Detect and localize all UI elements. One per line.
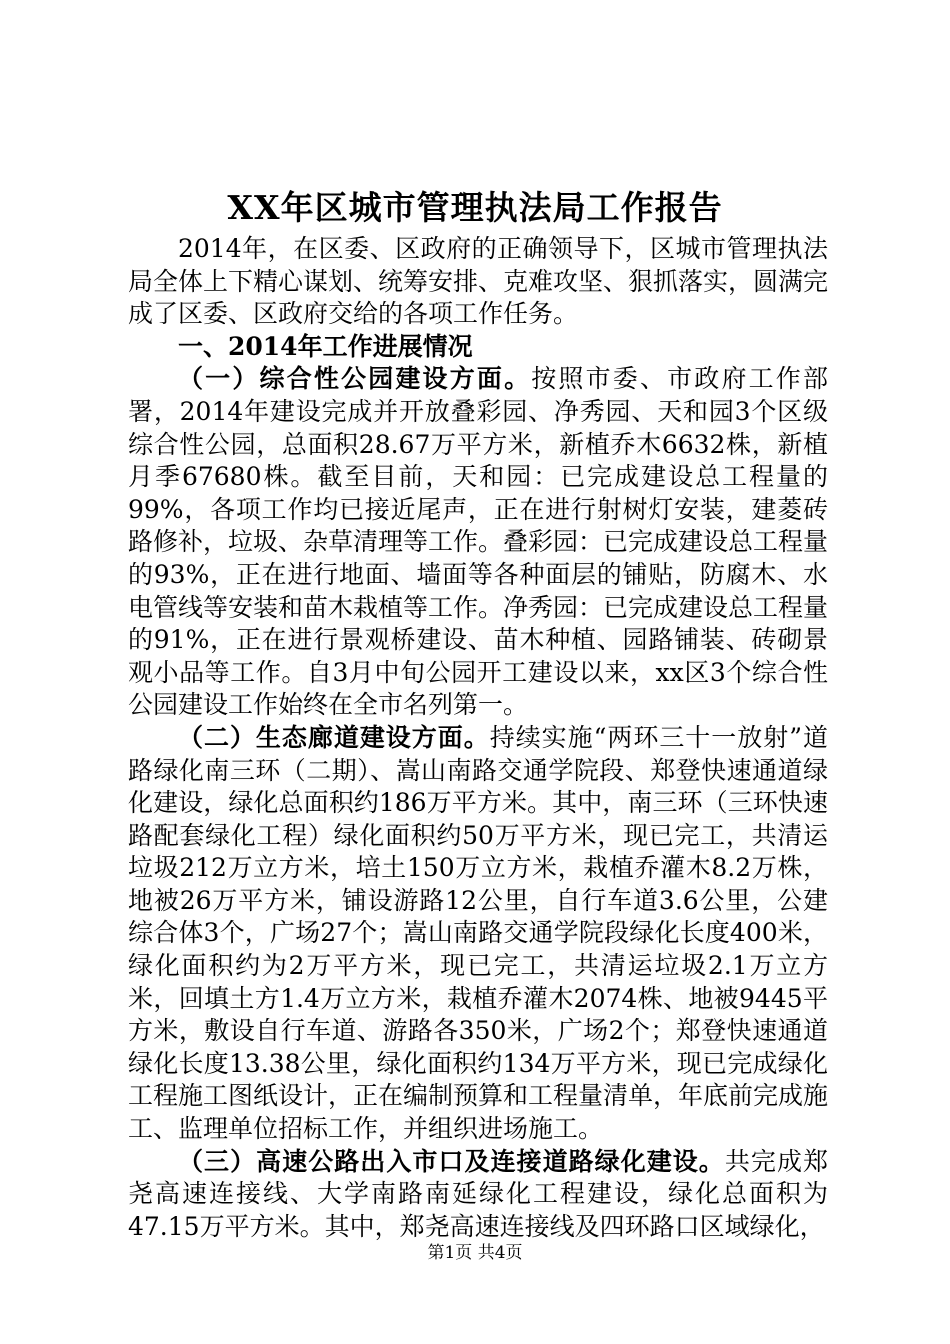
- document-title: XX年区城市管理执法局工作报告: [227, 188, 723, 227]
- paragraph-item-3: [128, 1146, 828, 1244]
- item-1-lead: （一）综合性公园建设方面。: [178, 364, 532, 394]
- paragraph-item-2: [128, 722, 828, 1146]
- page-footer: 第1页 共4页: [427, 1243, 523, 1263]
- item-2-lead: （二）生态廊道建设方面。: [178, 722, 490, 752]
- item-3-text: 共完成郑尧高速连接线、大学南路南延绿化工程建设，绿化总面积为47.15万平方米。其中，郑尧高速连接线及四环路口区域绿化，: [128, 1146, 828, 1241]
- section-heading: 一、2014年工作进展情况: [178, 331, 473, 361]
- document-body: [128, 233, 828, 1243]
- paragraph-item-1: [128, 363, 828, 722]
- item-3-lead: （三）高速公路出入市口及连接道路绿化建设。: [178, 1146, 725, 1176]
- item-1-text: 按照市委、市政府工作部署，2014年建设完成并开放叠彩园、净秀园、天和园3个区级综合性公园，总面积28.67万平方米，新植乔木6632株，新植月季67680株。截至目前，天和园：已完成建设总工程量的99%，各项工作均已接近尾声，正在进行射树灯安装，建菱砖路修补，垃圾、杂草清理等工作。叠彩园：已完成建设总工程量的93%，正在进行地面、墙面等各种面层的铺贴，防腐木、水电管线等安装和苗木栽植等工作。净秀园：已完成建设总工程量的91%，正在进行景观桥建设、苗木种植、园路铺装、砖砌景观小品等工作。自3月中旬公园开工建设以来，xx区3个综合性公园建设工作始终在全市名列第一。: [128, 364, 829, 720]
- intro-paragraph: 2014年，在区委、区政府的正确领导下，区城市管理执法局全体上下精心谋划、统筹安排、克难攻坚、狠抓落实，圆满完成了区委、区政府交给的各项工作任务。: [128, 234, 829, 329]
- item-2-text: 持续实施“两环三十一放射”道路绿化南三环（二期）、嵩山南路交通学院段、郑登快速通道绿化建设，绿化总面积约186万平方米。其中，南三环（三环快速路配套绿化工程）绿化面积约50万平方米，现已完工，共清运垃圾212万立方米，培土150万立方米，栽植乔灌木8.2万株，地被26万平方米，铺设游路12公里，自行车道3.6公里，公建综合体3个，广场27个；嵩山南路交通学院段绿化长度400米，绿化面积约为2万平方米，现已完工，共清运垃圾2.1万立方米，回填土方1.4万立方米，栽植乔灌木2074株、地被9445平方米，敷设自行车道、游路各350米，广场2个；郑登快速通道绿化长度13.38公里，绿化面积约134万平方米，现已完成绿化工程施工图纸设计，正在编制预算和工程量清单，年底前完成施工、监理单位招标工作，并组织进场施工。: [128, 722, 829, 1144]
